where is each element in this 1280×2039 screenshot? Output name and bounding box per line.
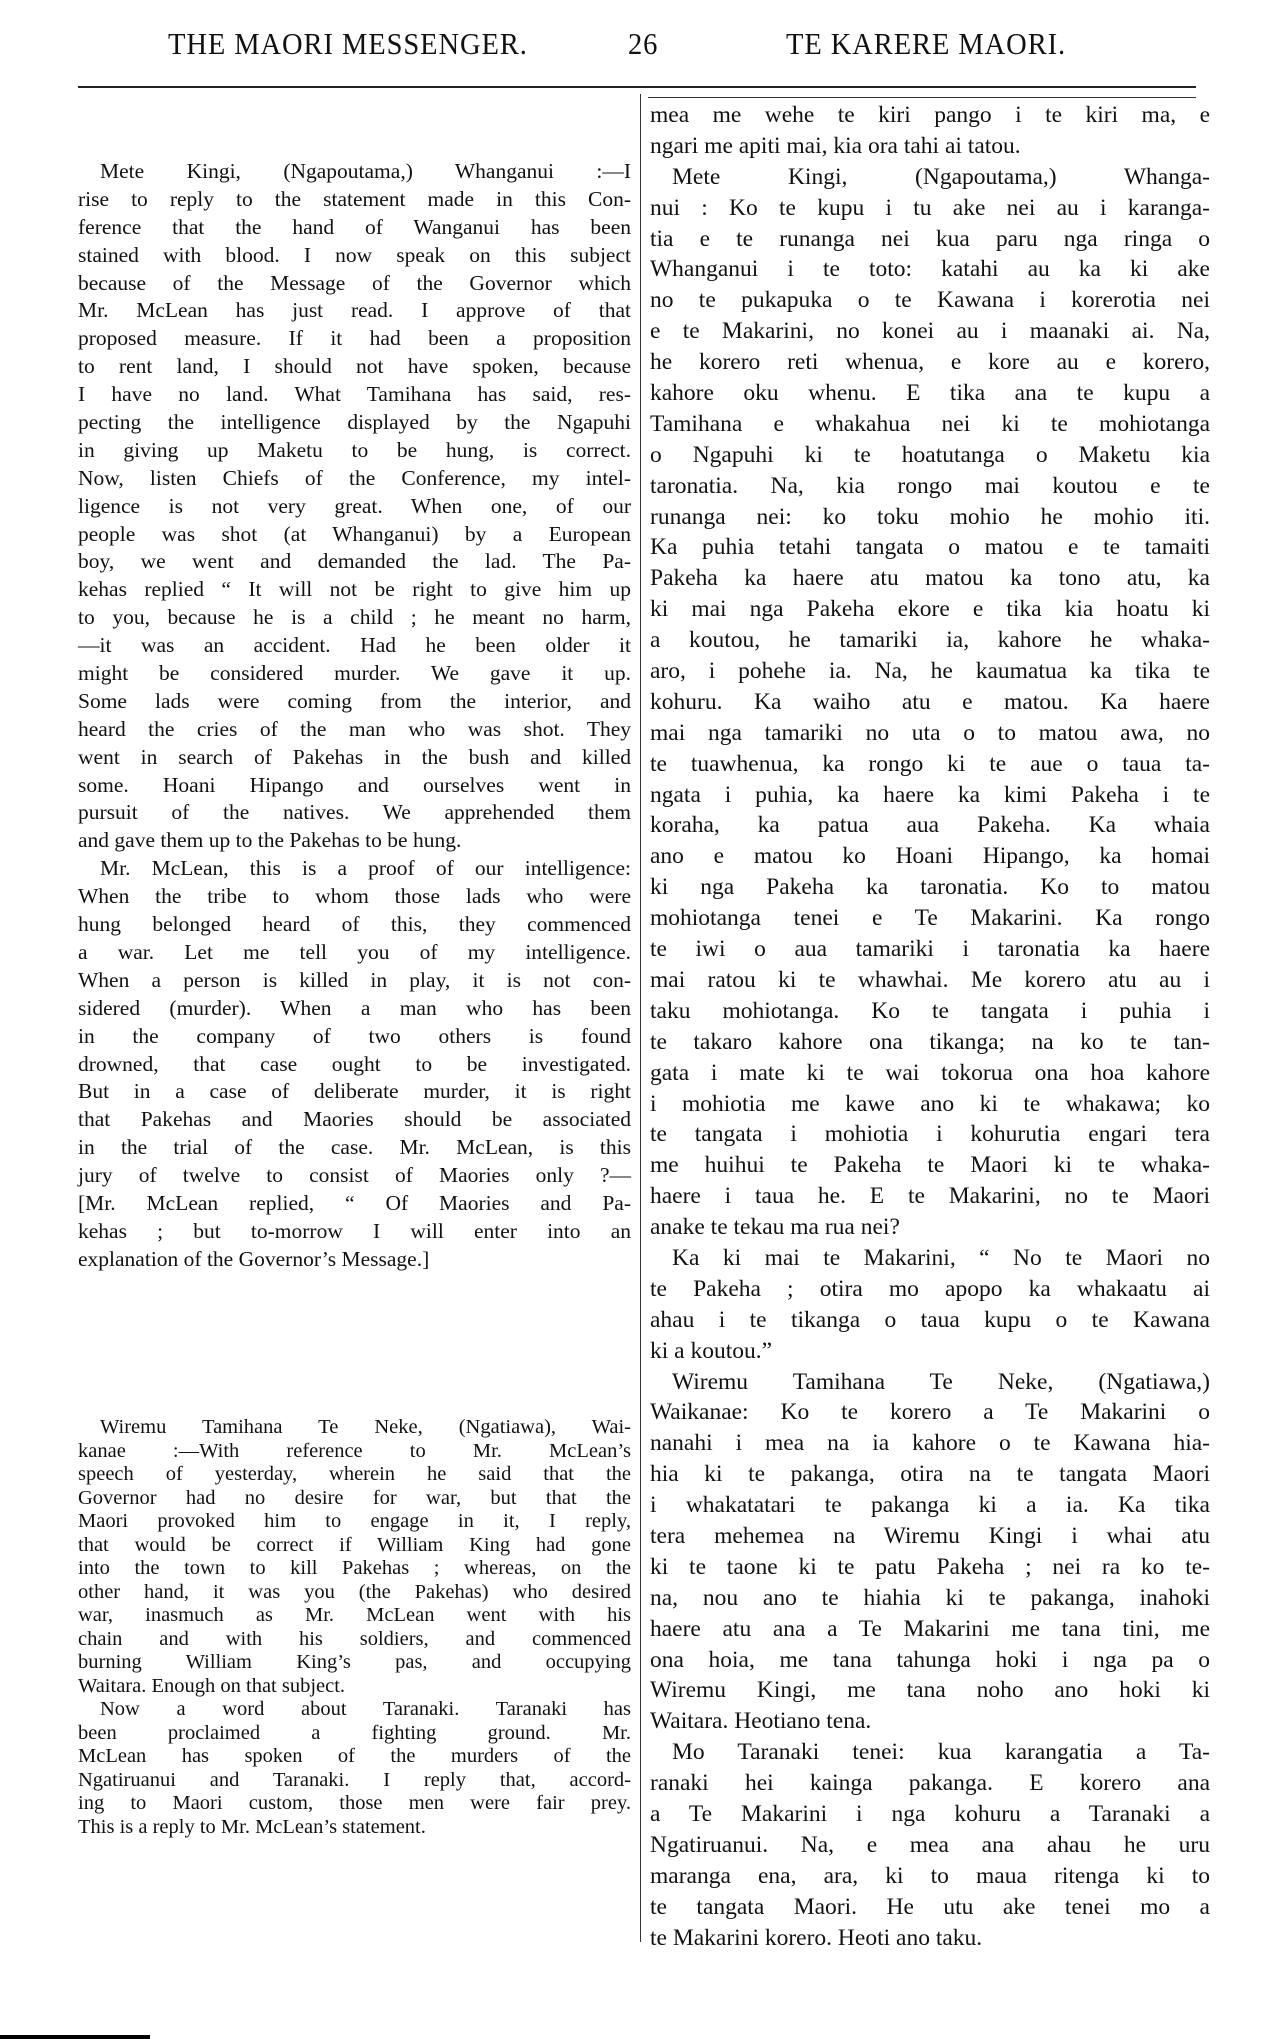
text-line: rise to reply to the statement made in this Con- xyxy=(78,186,631,211)
text-line: chain and with his soldiers, and commenced xyxy=(78,1627,631,1650)
text-line: Maori provoked him to engage in it, I reply, xyxy=(78,1510,631,1532)
text-line: tia e te runanga nei kua paru nga ringa o xyxy=(650,225,1210,252)
text-line: explanation of the Governor’s Message.] xyxy=(78,1246,430,1271)
paragraph xyxy=(78,855,631,1273)
english-column-mete-kingi xyxy=(78,158,631,1274)
text-line: pecting the intelligence displayed by the Ngapuhi xyxy=(78,410,631,435)
text-line: haere i taua he. E te Makarini, no te Maori xyxy=(650,1183,1210,1210)
text-line: mea me wehe te kiri pango i te kiri ma, e xyxy=(650,102,1210,128)
masthead-english-title: THE MAORI MESSENGER. xyxy=(168,26,528,61)
text-line: aro, i pohehe ia. Na, he kaumatua ka tika te xyxy=(650,658,1210,685)
text-line: ranaki hei kainga pakanga. E korero ana xyxy=(650,1770,1210,1797)
text-line: te Pakeha ; otira mo apopo ka whakaatu ai xyxy=(650,1275,1210,1302)
text-line: te tangata Maori. He utu ake tenei mo a xyxy=(650,1893,1210,1920)
header-rule xyxy=(78,86,1196,88)
text-line: kanae :—With reference to Mr. McLean’s xyxy=(78,1439,631,1462)
text-line: taku mohiotanga. Ko te tangata i puhia i xyxy=(650,997,1210,1024)
text-line: Tamihana e whakahua nei ki te mohiotanga xyxy=(650,410,1210,437)
text-line: ngari me apiti mai, kia ora tahi ai tatou. xyxy=(650,132,1021,159)
text-line: a koutou, he tamariki ia, kahore he whaka- xyxy=(650,627,1210,654)
english-column-wiremu-tamihana xyxy=(78,1416,631,1839)
text-line: maranga ena, ara, ki to maua ritenga ki to xyxy=(650,1862,1210,1889)
text-line: ano e matou ko Hoani Hipango, ka homai xyxy=(650,843,1210,870)
page-number: 26 xyxy=(628,26,659,61)
text-line: te tangata i mohiotia i kohurutia engari tera xyxy=(650,1121,1210,1148)
paragraph xyxy=(650,162,1210,1243)
text-line: ligence is not very great. When one, of our xyxy=(78,493,631,518)
text-line: jury of twelve to consist of Maories only ?— xyxy=(78,1163,631,1188)
text-line: burning William King’s pas, and occupying xyxy=(78,1651,631,1673)
text-line: Waikanae: Ko te korero a Te Makarini o xyxy=(650,1399,1210,1426)
text-line: into the town to kill Pakehas ; whereas, on the xyxy=(78,1557,631,1579)
text-line: some. Hoani Hipango and ourselves went in xyxy=(78,772,631,797)
text-line: This is a reply to Mr. McLean’s statement. xyxy=(78,1815,426,1838)
text-line: Wiremu Tamihana Te Neke, (Ngatiawa,) xyxy=(672,1368,1210,1395)
text-line: —it was an accident. Had he been older it xyxy=(78,633,631,658)
text-line: to you, because he is a child ; he meant no harm, xyxy=(78,605,631,630)
text-line: e te Makarini, no konei au i maanaki ai. Na, xyxy=(650,318,1210,345)
maori-column xyxy=(650,100,1210,1953)
text-line: pursuit of the natives. We apprehended them xyxy=(78,800,631,825)
text-line: Wiremu Kingi, me tana noho ano hoki ki xyxy=(650,1677,1210,1704)
text-line: hung belonged heard of this, they commenced xyxy=(78,912,631,937)
text-line: Ngatiruanui. Na, e mea ana ahau he uru xyxy=(650,1831,1210,1858)
text-line: people was shot (at Whanganui) by a European xyxy=(78,521,631,546)
text-line: McLean has spoken of the murders of the xyxy=(78,1745,631,1767)
text-line: koraha, ka patua aua Pakeha. Ka whaia xyxy=(650,812,1210,839)
text-line: kohuru. Ka waiho atu e matou. Ka haere xyxy=(650,688,1210,715)
text-line: tera mehemea na Wiremu Kingi i whai atu xyxy=(650,1522,1210,1549)
text-line: Waitara. Enough on that subject. xyxy=(78,1674,346,1697)
text-line: war, inasmuch as Mr. McLean went with his xyxy=(78,1604,631,1626)
text-line: mai ratou ki te whawhai. Me korero atu au i xyxy=(650,966,1210,993)
text-line: ki te taone ki te patu Pakeha ; nei ra ko te- xyxy=(650,1553,1210,1580)
text-line: that Pakehas and Maories should be associated xyxy=(78,1107,631,1132)
text-line: other hand, it was you (the Pakehas) who desired xyxy=(78,1580,631,1603)
text-line: anake te tekau ma rua nei? xyxy=(650,1214,900,1241)
text-line: and gave them up to the Pakehas to be hung. xyxy=(78,828,462,853)
text-line: I have no land. What Tamihana has said, res- xyxy=(78,382,631,407)
paragraph xyxy=(650,100,1210,162)
text-line: Now, listen Chiefs of the Conference, my intel- xyxy=(78,465,631,490)
text-line: nui : Ko te kupu i tu ake nei au i karanga- xyxy=(650,194,1210,221)
text-line: Ka puhia tetahi tangata o matou e te tamaiti xyxy=(650,534,1210,561)
text-line: to rent land, I should not have spoken, because xyxy=(78,354,631,379)
text-line: went in search of Pakehas in the bush and killed xyxy=(78,744,631,769)
text-line: ing to Maori custom, those men were fair prey. xyxy=(78,1792,631,1814)
text-line: speech of yesterday, wherein he said that the xyxy=(78,1463,631,1485)
text-line: taronatia. Na, kia rongo mai koutou e te xyxy=(650,472,1210,499)
text-line: gata i mate ki te wai tokorua ona hoa kahore xyxy=(650,1059,1210,1086)
text-line: kehas ; but to-morrow I will enter into an xyxy=(78,1218,631,1243)
text-line: proposed measure. If it had been a proposition xyxy=(78,326,631,351)
text-line: ki a koutou.” xyxy=(650,1337,773,1364)
text-line: When the tribe to whom those lads who were xyxy=(78,884,631,909)
text-line: te iwi o aua tamariki i taronatia ka haere xyxy=(650,936,1210,963)
text-line: ahau i te tikanga o taua kupu o te Kawana xyxy=(650,1306,1210,1333)
text-line: te tuawhenua, ka rongo ki te aue o taua ta- xyxy=(650,750,1210,777)
text-line: kehas replied “ It will not be right to give him up xyxy=(78,577,631,602)
text-line: ki mai nga Pakeha ekore e tika kia hoatu ki xyxy=(650,596,1210,623)
text-line: in the trial of the case. Mr. McLean, is this xyxy=(78,1135,631,1160)
text-line: Pakeha ka haere atu matou ka tono atu, ka xyxy=(650,565,1210,592)
text-line: When a person is killed in play, it is not con- xyxy=(78,967,631,992)
text-line: a Te Makarini i nga kohuru a Taranaki a xyxy=(650,1800,1210,1827)
text-line: that would be correct if William King had gone xyxy=(78,1533,631,1556)
paragraph xyxy=(78,158,631,855)
text-line: Ka ki mai te Makarini, “ No te Maori no xyxy=(672,1244,1210,1271)
text-line: kahore oku whenu. E tika ana te kupu a xyxy=(650,380,1210,407)
text-line: Mete Kingi, (Ngapoutama,) Whanganui :—I xyxy=(100,159,631,183)
text-line: Whanganui i te toto: katahi au ka ki ake xyxy=(650,256,1210,283)
text-line: i whakatatari te pakanga ki a ia. Ka tika xyxy=(650,1492,1210,1519)
text-line: Some lads were coming from the interior, and xyxy=(78,688,631,713)
text-line: been proclaimed a fighting ground. Mr. xyxy=(78,1721,631,1744)
text-line: he korero reti whenua, e kore au e korero, xyxy=(650,349,1210,376)
text-line: stained with blood. I now speak on this subject xyxy=(78,242,631,267)
text-line: drowned, that case ought to be investigated. xyxy=(78,1051,631,1076)
text-line: But in a case of deliberate murder, it is right xyxy=(78,1079,631,1104)
text-line: ki nga Pakeha ka taronatia. Ko to matou xyxy=(650,874,1210,901)
text-line: haere atu ana a Te Makarini me tana tini, me xyxy=(650,1615,1210,1642)
text-line: mai nga tamariki no uta o to matou awa, no xyxy=(650,719,1210,746)
text-line: ona hoia, me tana tahunga hoki i nga pa o xyxy=(650,1646,1210,1673)
paragraph xyxy=(650,1367,1210,1738)
text-line: Waitara. Heotiano tena. xyxy=(650,1708,872,1735)
text-line: [Mr. McLean replied, “ Of Maories and Pa- xyxy=(78,1190,631,1215)
text-line: me huihui te Pakeha te Maori ki te whaka- xyxy=(650,1152,1210,1179)
text-line: runanga nei: ko toku mohio he mohio iti. xyxy=(650,503,1210,530)
paragraph xyxy=(78,1698,631,1839)
text-line: Wiremu Tamihana Te Neke, (Ngatiawa), Wai- xyxy=(100,1416,631,1438)
text-line: o Ngapuhi ki te hoatutanga o Maketu kia xyxy=(650,441,1210,468)
text-line: Mete Kingi, (Ngapoutama,) Whanga- xyxy=(672,163,1210,190)
column-divider xyxy=(640,94,641,1942)
paragraph xyxy=(650,1243,1210,1367)
text-line: Mr. McLean has just read. I approve of that xyxy=(78,298,631,323)
text-line: heard the cries of the man who was shot. They xyxy=(78,716,631,741)
text-line: might be considered murder. We gave it up. xyxy=(78,661,631,686)
text-line: in the company of two others is found xyxy=(78,1023,631,1048)
text-line: Mr. McLean, this is a proof of our intelligence: xyxy=(100,856,631,881)
text-line: a war. Let me tell you of my intelligence. xyxy=(78,939,631,964)
text-line: te takaro kahore ona tikanga; na ko te tan- xyxy=(650,1028,1210,1055)
text-line: i mohiotia me kawe ano ki te whakawa; ko xyxy=(650,1090,1210,1117)
text-line: because of the Message of the Governor which xyxy=(78,270,631,295)
text-line: nanahi i mea na ia kahore o te Kawana hia- xyxy=(650,1430,1210,1457)
text-line: ngata i puhia, ka haere ka kimi Pakeha i te xyxy=(650,781,1210,808)
text-line: boy, we went and demanded the lad. The Pa- xyxy=(78,549,631,574)
text-line: te Makarini korero. Heoti ano taku. xyxy=(650,1924,983,1951)
text-line: sidered (murder). When a man who has been xyxy=(78,995,631,1020)
right-column-top-rule xyxy=(648,97,1196,98)
text-line: in giving up Maketu to be hung, is correct. xyxy=(78,437,631,462)
text-line: no te pukapuka o te Kawana i korerotia nei xyxy=(650,287,1210,314)
text-line: mohiotanga tenei e Te Makarini. Ka rongo xyxy=(650,905,1210,932)
text-line: Ngatiruanui and Taranaki. I reply that, accord- xyxy=(78,1768,631,1791)
text-line: Mo Taranaki tenei: kua karangatia a Ta- xyxy=(672,1739,1210,1766)
text-line: na, nou ano te hiahia ki te pakanga, inahoki xyxy=(650,1584,1210,1611)
text-line: Now a word about Taranaki. Taranaki has xyxy=(100,1698,631,1720)
masthead-maori-title: TE KARERE MAORI. xyxy=(786,26,1067,61)
scan-edge xyxy=(0,2035,150,2039)
text-line: hia ki te pakanga, otira na te tangata Maori xyxy=(650,1461,1210,1488)
paragraph xyxy=(650,1737,1210,1953)
text-line: ference that the hand of Wanganui has been xyxy=(78,214,631,239)
text-line: Governor had no desire for war, but that the xyxy=(78,1486,631,1509)
paragraph xyxy=(78,1416,631,1698)
